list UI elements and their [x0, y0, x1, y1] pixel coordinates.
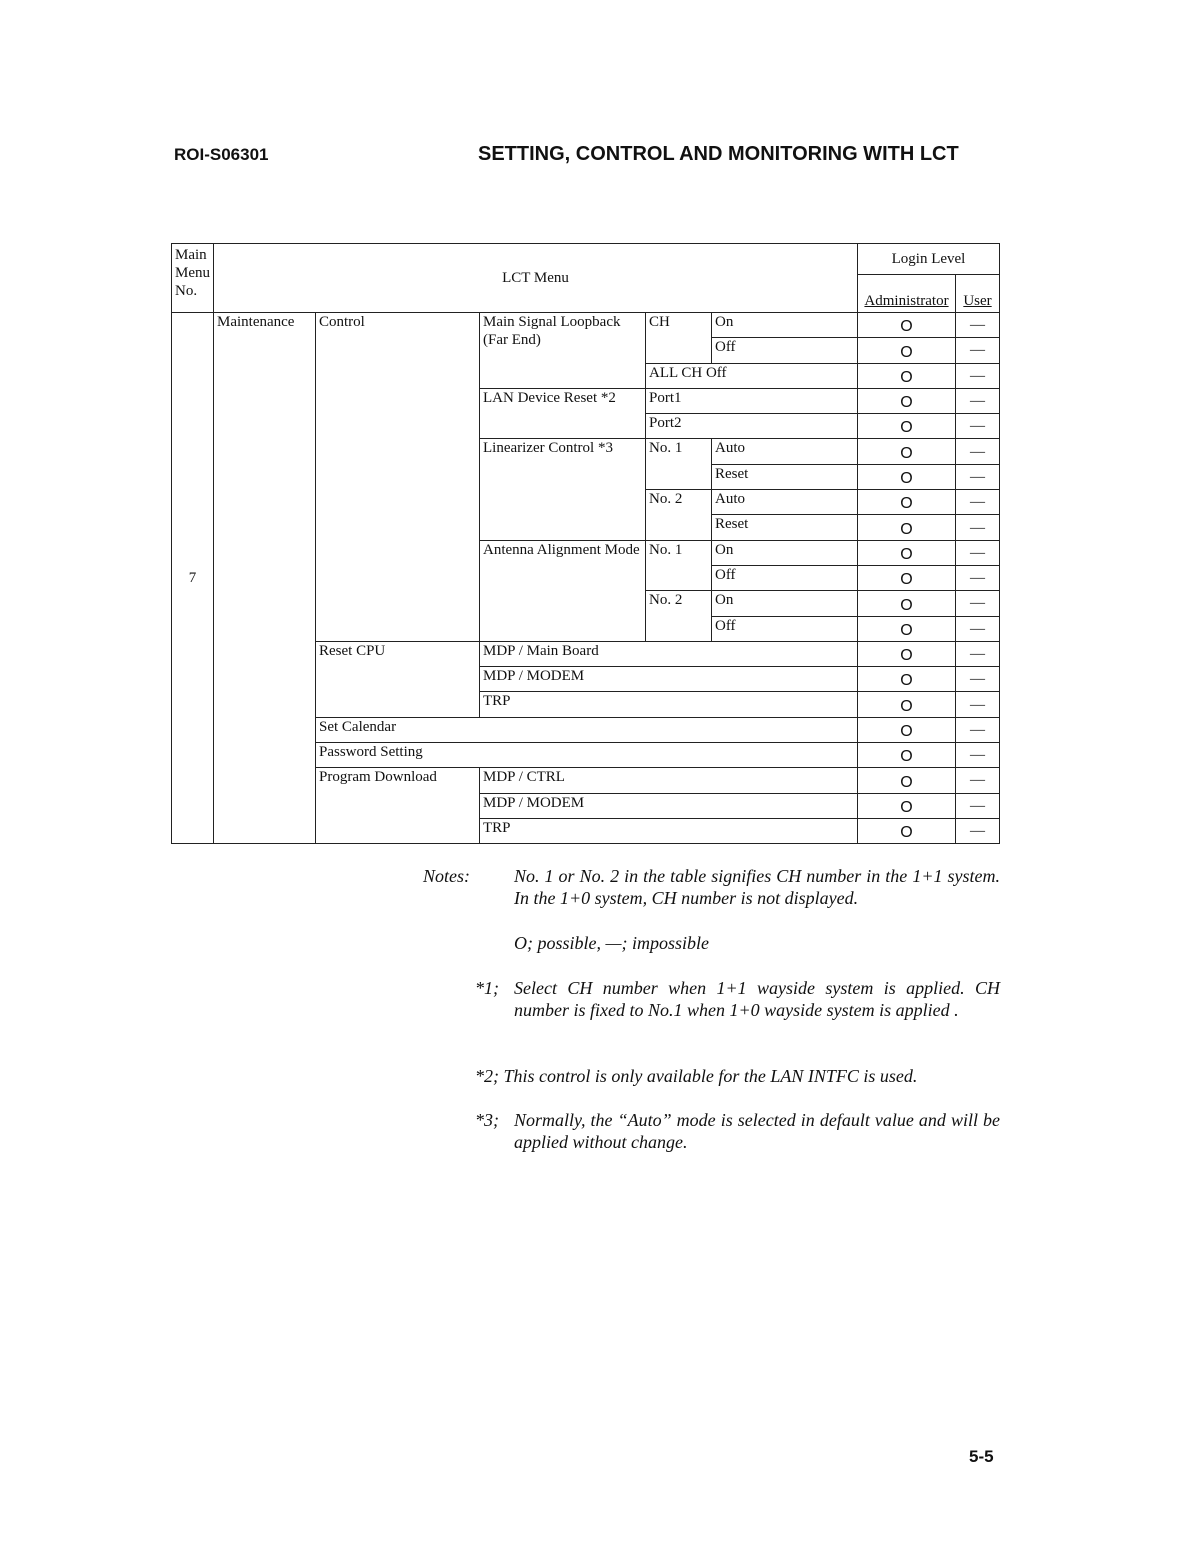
admin-mark: O [858, 388, 956, 413]
admin-mark: O [858, 818, 956, 843]
user-mark: — [956, 313, 1000, 338]
user-mark: — [956, 692, 1000, 717]
table-row [172, 313, 1000, 338]
menu-maintenance: Maintenance [214, 313, 316, 844]
admin-mark: O [858, 439, 956, 464]
option-mdp-ctrl: MDP / CTRL [480, 768, 858, 793]
user-mark: — [956, 616, 1000, 641]
user-mark: — [956, 464, 1000, 489]
page-title: SETTING, CONTROL AND MONITORING WITH LCT [478, 143, 959, 165]
menu-password-setting: Password Setting [316, 743, 858, 768]
admin-mark: O [858, 616, 956, 641]
admin-mark: O [858, 313, 956, 338]
admin-mark: O [858, 540, 956, 565]
table-header-row [172, 244, 1000, 275]
option-port1: Port1 [646, 388, 858, 413]
option-trp: TRP [480, 818, 858, 843]
user-mark: — [956, 793, 1000, 818]
admin-mark: O [858, 641, 956, 666]
admin-mark: O [858, 717, 956, 742]
note-3: Normally, the “Auto” mode is selected in default value and will be applied without change. [514, 1110, 1000, 1152]
option-auto: Auto [712, 490, 858, 515]
header-administrator: Administrator [858, 275, 956, 313]
admin-mark: O [858, 692, 956, 717]
user-mark: — [956, 515, 1000, 540]
user-mark: — [956, 768, 1000, 793]
option-off: Off [712, 338, 858, 363]
menu-no2: No. 2 [646, 591, 712, 642]
option-all-ch-off: ALL CH Off [646, 363, 858, 388]
note-2: *2; This control is only available for the LAN INTFC is used. [475, 1066, 918, 1086]
menu-program-download: Program Download [316, 768, 480, 844]
user-mark: — [956, 667, 1000, 692]
admin-mark: O [858, 565, 956, 590]
user-mark: — [956, 641, 1000, 666]
admin-mark: O [858, 490, 956, 515]
header-login-level: Login Level [858, 244, 1000, 275]
option-on: On [712, 591, 858, 616]
note-key-3: *3; [475, 1110, 499, 1130]
user-mark: — [956, 743, 1000, 768]
menu-no2: No. 2 [646, 490, 712, 541]
option-off: Off [712, 565, 858, 590]
header-main-menu-no: Main Menu No. [172, 244, 214, 313]
menu-set-calendar: Set Calendar [316, 717, 858, 742]
menu-antenna-alignment: Antenna Alignment Mode [480, 540, 646, 641]
notes-label: Notes: [423, 866, 470, 886]
admin-mark: O [858, 338, 956, 363]
header-lct-menu: LCT Menu [214, 244, 858, 313]
menu-no1: No. 1 [646, 439, 712, 490]
menu-lan-device-reset: LAN Device Reset *2 [480, 388, 646, 439]
admin-mark: O [858, 667, 956, 692]
option-auto: Auto [712, 439, 858, 464]
user-mark: — [956, 338, 1000, 363]
admin-mark: O [858, 591, 956, 616]
lct-menu-table [171, 243, 1000, 844]
option-mdp-modem: MDP / MODEM [480, 667, 858, 692]
admin-mark: O [858, 515, 956, 540]
user-mark: — [956, 540, 1000, 565]
option-port2: Port2 [646, 414, 858, 439]
user-mark: — [956, 818, 1000, 843]
option-on: On [712, 313, 858, 338]
user-mark: — [956, 490, 1000, 515]
user-mark: — [956, 363, 1000, 388]
option-off: Off [712, 616, 858, 641]
user-mark: — [956, 565, 1000, 590]
option-mdp-main-board: MDP / Main Board [480, 641, 858, 666]
user-mark: — [956, 388, 1000, 413]
menu-control: Control [316, 313, 480, 642]
option-trp: TRP [480, 692, 858, 717]
admin-mark: O [858, 743, 956, 768]
admin-mark: O [858, 768, 956, 793]
admin-mark: O [858, 414, 956, 439]
user-mark: — [956, 717, 1000, 742]
user-mark: — [956, 591, 1000, 616]
menu-ch: CH [646, 313, 712, 364]
option-on: On [712, 540, 858, 565]
user-mark: — [956, 414, 1000, 439]
admin-mark: O [858, 464, 956, 489]
menu-no1: No. 1 [646, 540, 712, 591]
option-reset: Reset [712, 464, 858, 489]
admin-mark: O [858, 793, 956, 818]
header-user: User [956, 275, 1000, 313]
document-id: ROI-S06301 [174, 145, 269, 164]
note-1: Select CH number when 1+1 wayside system is applied. CH number is fixed to No.1 when 1+0 wayside system is applied . [514, 978, 1000, 1020]
menu-linearizer-control: Linearizer Control *3 [480, 439, 646, 540]
admin-mark: O [858, 363, 956, 388]
menu-main-signal-loopback: Main Signal Loopback (Far End) [480, 313, 646, 389]
page-number: 5-5 [969, 1447, 994, 1466]
note-ch-number: No. 1 or No. 2 in the table signifies CH number in the 1+1 system. In the 1+0 system, CH number is not displayed. [514, 866, 1000, 908]
note-legend: O; possible, —; impossible [514, 933, 709, 953]
menu-reset-cpu: Reset CPU [316, 641, 480, 717]
main-menu-number: 7 [172, 313, 214, 844]
user-mark: — [956, 439, 1000, 464]
note-key-1: *1; [475, 978, 499, 998]
option-mdp-modem: MDP / MODEM [480, 793, 858, 818]
option-reset: Reset [712, 515, 858, 540]
